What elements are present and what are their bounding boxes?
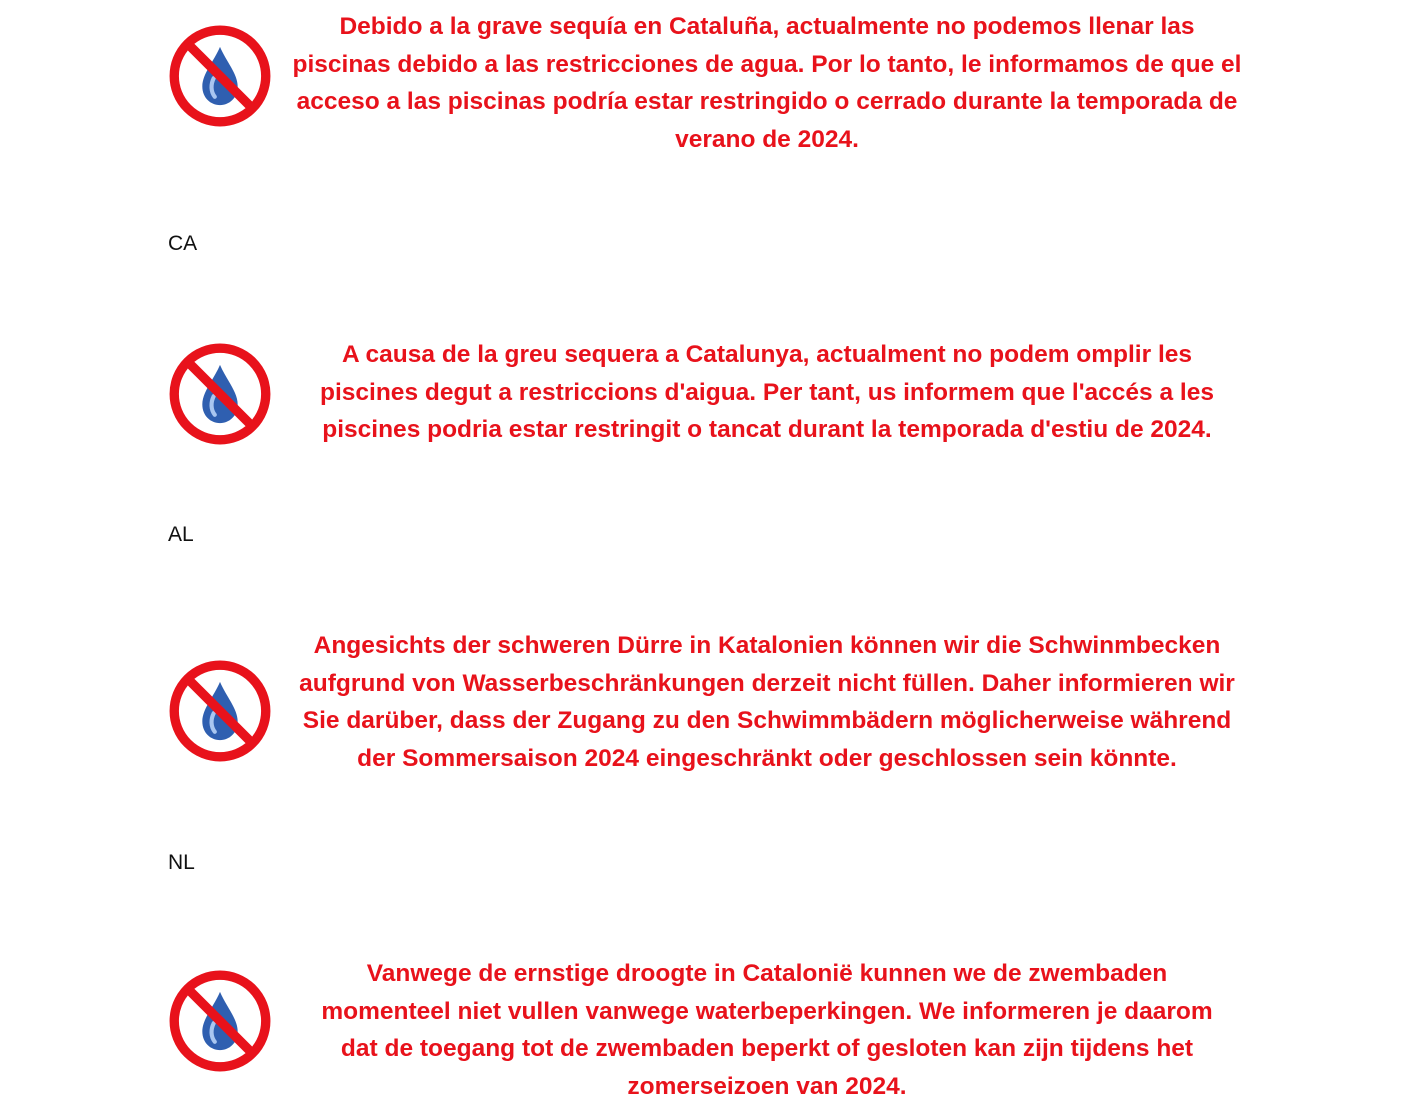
notice-text: Angesichts der schweren Dürre in Katalonien können wir die Schwinmbecken aufgrund von Wasserbeschränkungen derzeit nicht füllen. Daher informieren wir Sie darüber, dass der Zugang zu den Schwimmbädern möglicherweise während der Sommersaison 2024 eingeschränkt oder geschlossen sein könnte.: [299, 632, 1235, 772]
no-water-icon: [168, 342, 272, 446]
notice-text: Debido a la grave sequía en Cataluña, actualmente no podemos llenar las piscinas debido a las restricciones de agua. Por lo tanto, le informamos de que el acceso a las piscinas podría estar restringido o cerrado durante la temporada de verano de 2024.: [292, 13, 1242, 153]
notice-text: Vanwege de ernstige droogte in Catalonië kunnen we de zwembaden momenteel niet vullen vanwege waterbeperkingen. We informeren je daarom dat de toegang tot de zwembaden beperkt of gesloten kan zijn tijdens het zomerseizoen van 2024.: [321, 960, 1213, 1100]
language-label-ca: CA: [168, 232, 198, 255]
no-water-icon: [168, 659, 272, 763]
notice-text: A causa de la greu sequera a Catalunya, actualment no podem omplir les piscines degut a restriccions d'aigua. Per tant, us informem que l'accés a les piscines podria estar restringit o tancat durant la temporada d'estiu de 2024.: [320, 341, 1214, 444]
language-label-nl: NL: [168, 851, 195, 874]
no-water-icon: [168, 969, 272, 1073]
no-water-icon: [168, 24, 272, 128]
language-label-al: AL: [168, 523, 194, 546]
